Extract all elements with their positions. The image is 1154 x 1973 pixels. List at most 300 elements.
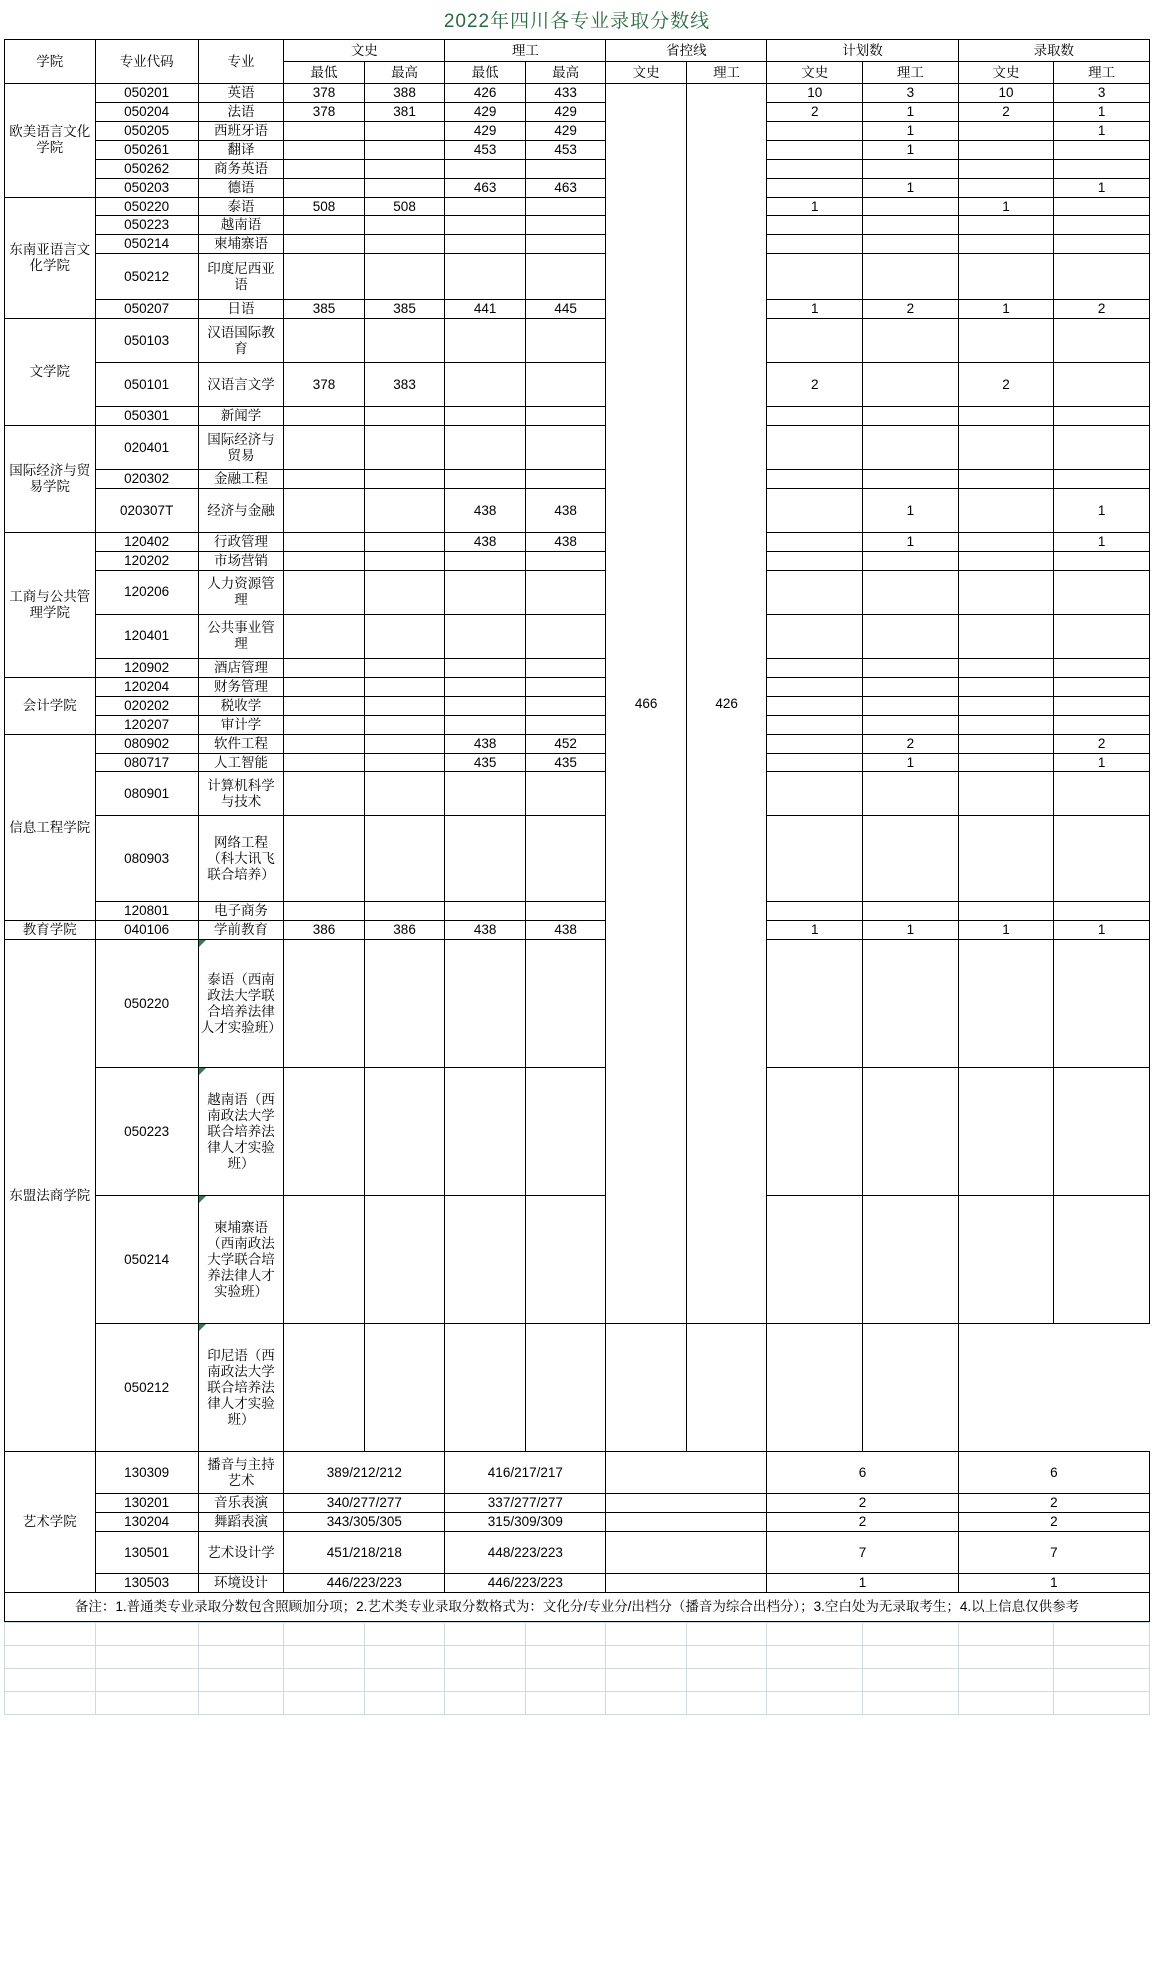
ws-min — [284, 159, 365, 178]
empty-cell — [445, 1668, 526, 1691]
header-admit-count: 录取数 — [958, 40, 1149, 62]
art-score-wenshi: 343/305/305 — [284, 1513, 445, 1532]
plan-ws — [606, 1324, 687, 1452]
major-code: 120402 — [95, 533, 198, 552]
ws-max — [364, 677, 445, 696]
adm-lg — [1054, 470, 1150, 489]
empty-cell — [525, 1691, 606, 1714]
table-header-row — [5, 40, 1150, 62]
major-code: 120206 — [95, 570, 198, 614]
header-major: 专业 — [198, 40, 284, 84]
table-row — [5, 658, 1150, 677]
major-code: 050262 — [95, 159, 198, 178]
ws-max — [364, 1196, 445, 1324]
adm-ws — [958, 940, 1054, 1068]
plan-ws — [767, 551, 863, 570]
header-college: 学院 — [5, 40, 96, 84]
table-row — [5, 533, 1150, 552]
major-name: 德语 — [198, 178, 284, 197]
empty-cell — [364, 1645, 445, 1668]
art-score-wenshi: 340/277/277 — [284, 1494, 445, 1513]
admit-count: 6 — [958, 1452, 1149, 1494]
college-name: 东南亚语言文化学院 — [5, 197, 96, 319]
ws-max — [364, 1068, 445, 1196]
adm-ws — [958, 159, 1054, 178]
plan-ws — [767, 254, 863, 300]
adm-ws — [958, 319, 1054, 363]
plan-lg — [863, 677, 959, 696]
plan-ws — [767, 658, 863, 677]
empty-cell — [606, 1668, 687, 1691]
ws-min — [284, 121, 365, 140]
subheader-adm-ws: 文史 — [958, 62, 1054, 84]
lg-max — [525, 1068, 606, 1196]
empty-row — [5, 1622, 1150, 1645]
adm-ws: 1 — [958, 921, 1054, 940]
page-title: 2022年四川各专业录取分数线 — [443, 11, 711, 32]
lg-min — [445, 902, 526, 921]
ws-min — [284, 734, 365, 753]
ws-max: 508 — [364, 197, 445, 216]
adm-lg: 1 — [1054, 921, 1150, 940]
plan-lg — [863, 235, 959, 254]
adm-lg — [1054, 407, 1150, 426]
lg-min: 438 — [445, 489, 526, 533]
ws-max: 383 — [364, 363, 445, 407]
adm-lg — [1054, 772, 1150, 816]
plan-lg — [863, 551, 959, 570]
major-name: 艺术设计学 — [198, 1532, 284, 1574]
major-code: 130204 — [95, 1513, 198, 1532]
adm-ws: 2 — [958, 363, 1054, 407]
adm-ws — [958, 677, 1054, 696]
major-code: 120204 — [95, 677, 198, 696]
major-code: 040106 — [95, 921, 198, 940]
major-code: 050214 — [95, 235, 198, 254]
adm-lg — [1054, 235, 1150, 254]
plan-lg: 2 — [863, 300, 959, 319]
header-plan-count: 计划数 — [767, 40, 958, 62]
lg-min — [445, 254, 526, 300]
adm-ws — [958, 570, 1054, 614]
major-code: 020302 — [95, 470, 198, 489]
plan-ws: 10 — [767, 84, 863, 103]
table-row — [5, 1574, 1150, 1593]
major-name: 法语 — [198, 102, 284, 121]
ws-min — [284, 1324, 365, 1452]
ws-min — [284, 235, 365, 254]
empty-cell — [686, 1668, 767, 1691]
header-wenshi: 文史 — [284, 40, 445, 62]
table-row — [5, 677, 1150, 696]
table-row — [5, 159, 1150, 178]
lg-max — [525, 1196, 606, 1324]
table-row — [5, 570, 1150, 614]
lg-max — [525, 940, 606, 1068]
art-score-ligong: 416/217/217 — [445, 1452, 606, 1494]
plan-ws — [767, 216, 863, 235]
plan-ws — [767, 178, 863, 197]
province-line-wenshi: 466 — [606, 84, 687, 1324]
adm-lg — [1054, 816, 1150, 902]
art-score-wenshi: 446/223/223 — [284, 1574, 445, 1593]
table-row — [5, 140, 1150, 159]
ws-max — [364, 1324, 445, 1452]
adm-lg — [1054, 614, 1150, 658]
plan-lg: 1 — [863, 533, 959, 552]
lg-min — [445, 570, 526, 614]
college-name: 国际经济与贸易学院 — [5, 426, 96, 533]
lg-min: 453 — [445, 140, 526, 159]
lg-min — [445, 235, 526, 254]
empty-cell — [198, 1668, 284, 1691]
empty-cell — [686, 1691, 767, 1714]
empty-cell — [863, 1622, 959, 1645]
plan-lg — [863, 470, 959, 489]
college-name: 会计学院 — [5, 677, 96, 734]
table-row — [5, 614, 1150, 658]
plan-ws — [767, 489, 863, 533]
table-row — [5, 197, 1150, 216]
table-row — [5, 1452, 1150, 1494]
major-code: 050212 — [95, 254, 198, 300]
table-row — [5, 426, 1150, 470]
table-row — [5, 940, 1150, 1068]
major-code: 050214 — [95, 1196, 198, 1324]
ws-min — [284, 216, 365, 235]
ws-min — [284, 816, 365, 902]
lg-max — [525, 772, 606, 816]
province-line-ligong: 426 — [686, 84, 767, 1324]
ws-min — [284, 696, 365, 715]
ws-min: 386 — [284, 921, 365, 940]
header-province-line: 省控线 — [606, 40, 767, 62]
ws-max — [364, 902, 445, 921]
ws-min — [284, 570, 365, 614]
ws-min — [284, 715, 365, 734]
ws-max — [364, 254, 445, 300]
ws-max: 386 — [364, 921, 445, 940]
empty-cell — [198, 1691, 284, 1714]
major-code: 050212 — [95, 1324, 198, 1452]
adm-ws — [958, 1068, 1054, 1196]
adm-ws — [958, 696, 1054, 715]
plan-lg — [863, 159, 959, 178]
subheader-lg-max: 最高 — [525, 62, 606, 84]
lg-max — [525, 254, 606, 300]
adm-ws — [958, 489, 1054, 533]
major-code: 050301 — [95, 407, 198, 426]
lg-min — [445, 159, 526, 178]
college-name: 教育学院 — [5, 921, 96, 940]
plan-lg: 1 — [863, 489, 959, 533]
plan-ws — [767, 772, 863, 816]
plan-lg: 2 — [863, 734, 959, 753]
empty-cell — [284, 1645, 365, 1668]
adm-lg — [1054, 696, 1150, 715]
subheader-adm-lg: 理工 — [1054, 62, 1150, 84]
lg-max — [525, 715, 606, 734]
table-row — [5, 715, 1150, 734]
lg-max — [525, 570, 606, 614]
adm-lg — [1054, 551, 1150, 570]
empty-cell — [284, 1668, 365, 1691]
header-ligong: 理工 — [445, 40, 606, 62]
lg-min: 438 — [445, 734, 526, 753]
table-row — [5, 921, 1150, 940]
art-score-wenshi: 389/212/212 — [284, 1452, 445, 1494]
ws-max — [364, 551, 445, 570]
plan-count: 2 — [767, 1513, 958, 1532]
table-row — [5, 816, 1150, 902]
art-score-ligong: 448/223/223 — [445, 1532, 606, 1574]
adm-ws — [958, 470, 1054, 489]
adm-ws — [767, 1324, 863, 1452]
ws-min — [284, 614, 365, 658]
empty-cell — [606, 1622, 687, 1645]
plan-ws: 1 — [767, 300, 863, 319]
adm-lg — [1054, 216, 1150, 235]
empty-cell — [198, 1622, 284, 1645]
major-name: 泰语（西南政法大学联合培养法律人才实验班） — [198, 940, 284, 1068]
plan-lg — [863, 216, 959, 235]
major-code: 050101 — [95, 363, 198, 407]
major-name: 酒店管理 — [198, 658, 284, 677]
adm-ws — [958, 816, 1054, 902]
major-name: 汉语国际教育 — [198, 319, 284, 363]
adm-ws — [958, 426, 1054, 470]
major-name: 播音与主持艺术 — [198, 1452, 284, 1494]
adm-lg — [1054, 940, 1150, 1068]
lg-max — [525, 363, 606, 407]
lg-min — [445, 470, 526, 489]
plan-ws — [767, 121, 863, 140]
province-line-empty — [606, 1513, 767, 1532]
empty-cell — [5, 1668, 96, 1691]
ws-max — [364, 772, 445, 816]
adm-ws — [958, 216, 1054, 235]
adm-lg — [863, 1324, 959, 1452]
lg-max — [525, 677, 606, 696]
empty-cell — [5, 1645, 96, 1668]
lg-max — [525, 197, 606, 216]
lg-min — [445, 940, 526, 1068]
empty-cell — [767, 1645, 863, 1668]
major-name: 环境设计 — [198, 1574, 284, 1593]
admit-count: 7 — [958, 1532, 1149, 1574]
province-line-empty — [606, 1452, 767, 1494]
adm-ws: 2 — [958, 102, 1054, 121]
plan-ws — [767, 940, 863, 1068]
adm-ws — [958, 121, 1054, 140]
plan-ws — [767, 816, 863, 902]
ws-min: 385 — [284, 300, 365, 319]
lg-min — [445, 715, 526, 734]
adm-ws — [958, 178, 1054, 197]
adm-lg — [1054, 140, 1150, 159]
table-row — [5, 753, 1150, 772]
adm-lg — [1054, 658, 1150, 677]
lg-min: 438 — [445, 533, 526, 552]
plan-lg — [686, 1324, 767, 1452]
ws-max — [364, 715, 445, 734]
table-row — [5, 470, 1150, 489]
lg-min: 438 — [445, 921, 526, 940]
major-name: 印度尼西亚语 — [198, 254, 284, 300]
lg-max: 453 — [525, 140, 606, 159]
lg-max — [525, 816, 606, 902]
province-line-empty — [606, 1532, 767, 1574]
lg-min — [445, 816, 526, 902]
adm-ws — [958, 614, 1054, 658]
major-code: 050207 — [95, 300, 198, 319]
major-code: 020307T — [95, 489, 198, 533]
ws-min — [284, 426, 365, 470]
subheader-lg-min: 最低 — [445, 62, 526, 84]
lg-max: 463 — [525, 178, 606, 197]
adm-ws — [958, 140, 1054, 159]
major-code: 050220 — [95, 940, 198, 1068]
adm-lg: 2 — [1054, 300, 1150, 319]
ws-min — [284, 1068, 365, 1196]
major-code: 080902 — [95, 734, 198, 753]
empty-cell — [863, 1645, 959, 1668]
adm-ws — [958, 658, 1054, 677]
empty-cell — [95, 1645, 198, 1668]
table-row — [5, 551, 1150, 570]
plan-lg: 1 — [863, 140, 959, 159]
adm-lg — [1054, 319, 1150, 363]
major-code: 050204 — [95, 102, 198, 121]
plan-ws — [767, 470, 863, 489]
ws-max — [364, 816, 445, 902]
adm-lg — [1054, 902, 1150, 921]
major-code: 130501 — [95, 1532, 198, 1574]
ws-max — [364, 533, 445, 552]
empty-cell — [1054, 1668, 1150, 1691]
lg-min — [445, 1324, 526, 1452]
ws-max — [364, 570, 445, 614]
subheader-plan-lg: 理工 — [863, 62, 959, 84]
major-name: 公共事业管理 — [198, 614, 284, 658]
table-row — [5, 1068, 1150, 1196]
major-code: 120902 — [95, 658, 198, 677]
plan-lg — [863, 772, 959, 816]
plan-lg — [863, 715, 959, 734]
admit-count: 1 — [958, 1574, 1149, 1593]
table-row — [5, 121, 1150, 140]
lg-min — [445, 319, 526, 363]
lg-min — [445, 1068, 526, 1196]
major-code: 130201 — [95, 1494, 198, 1513]
ws-max — [364, 140, 445, 159]
major-code: 120202 — [95, 551, 198, 570]
adm-lg — [1054, 570, 1150, 614]
plan-ws — [767, 159, 863, 178]
lg-min — [445, 363, 526, 407]
table-row — [5, 902, 1150, 921]
ws-max: 385 — [364, 300, 445, 319]
major-name: 泰语 — [198, 197, 284, 216]
plan-ws: 2 — [767, 102, 863, 121]
plan-count: 2 — [767, 1494, 958, 1513]
adm-ws — [958, 254, 1054, 300]
major-name: 税收学 — [198, 696, 284, 715]
subheader-ws-max: 最高 — [364, 62, 445, 84]
lg-min — [445, 551, 526, 570]
major-name: 软件工程 — [198, 734, 284, 753]
lg-max — [525, 235, 606, 254]
major-code: 050205 — [95, 121, 198, 140]
major-code: 130309 — [95, 1452, 198, 1494]
ws-min — [284, 470, 365, 489]
table-row — [5, 178, 1150, 197]
table-row — [5, 84, 1150, 103]
plan-ws — [767, 319, 863, 363]
ws-max — [364, 121, 445, 140]
adm-lg: 1 — [1054, 489, 1150, 533]
adm-ws — [958, 235, 1054, 254]
plan-ws: 2 — [767, 363, 863, 407]
empty-cell — [1054, 1691, 1150, 1714]
lg-max: 429 — [525, 102, 606, 121]
table-row — [5, 1196, 1150, 1324]
adm-lg: 1 — [1054, 102, 1150, 121]
empty-row — [5, 1691, 1150, 1714]
major-name: 经济与金融 — [198, 489, 284, 533]
table-row — [5, 319, 1150, 363]
empty-cell — [5, 1691, 96, 1714]
plan-ws — [767, 570, 863, 614]
plan-ws — [767, 426, 863, 470]
lg-max: 438 — [525, 533, 606, 552]
adm-lg — [1054, 197, 1150, 216]
ws-min — [284, 489, 365, 533]
lg-min: 429 — [445, 121, 526, 140]
table-row — [5, 235, 1150, 254]
art-score-wenshi: 451/218/218 — [284, 1532, 445, 1574]
empty-cell — [686, 1645, 767, 1668]
adm-ws: 1 — [958, 300, 1054, 319]
lg-max — [525, 1324, 606, 1452]
plan-ws — [767, 140, 863, 159]
ws-max — [364, 658, 445, 677]
major-name: 审计学 — [198, 715, 284, 734]
plan-ws — [767, 1196, 863, 1324]
empty-cell — [767, 1622, 863, 1645]
major-name: 商务英语 — [198, 159, 284, 178]
major-name: 财务管理 — [198, 677, 284, 696]
major-name: 越南语 — [198, 216, 284, 235]
admit-count: 2 — [958, 1494, 1149, 1513]
major-code: 050201 — [95, 84, 198, 103]
header-major-code: 专业代码 — [95, 40, 198, 84]
major-name: 日语 — [198, 300, 284, 319]
province-line-empty — [606, 1574, 767, 1593]
empty-cell — [95, 1668, 198, 1691]
major-code: 080903 — [95, 816, 198, 902]
plan-count: 1 — [767, 1574, 958, 1593]
empty-cell — [863, 1668, 959, 1691]
plan-lg — [863, 614, 959, 658]
empty-cell — [364, 1668, 445, 1691]
plan-ws — [767, 734, 863, 753]
major-name: 西班牙语 — [198, 121, 284, 140]
subheader-prov-ws: 文史 — [606, 62, 687, 84]
empty-row — [5, 1645, 1150, 1668]
adm-ws — [958, 407, 1054, 426]
plan-ws — [767, 614, 863, 658]
